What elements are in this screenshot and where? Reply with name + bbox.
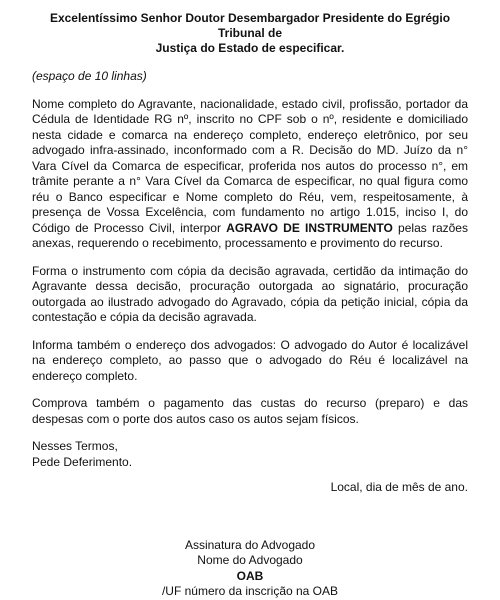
- oab-registration: [32, 569, 468, 600]
- title-line-2: Justiça do Estado de especificar.: [155, 41, 345, 55]
- oab-label: OAB: [236, 568, 264, 583]
- paragraph-petition: [32, 97, 468, 252]
- paragraph-lawyers-address: Informa também o endereço dos advogados: O advogado do Autor é localizável na endereço completo, ao passo que o advogado do Réu é localizável na endereço completo.: [32, 337, 468, 383]
- paragraph-payment: Comprova também o pagamento das custas do recurso (preparo) e das despesas com o porte dos autos caso os autos sejam físicos.: [32, 396, 468, 426]
- spacing-note: (espaço de 10 linhas): [32, 69, 147, 83]
- paragraph-instrument: Forma o instrumento com cópia da decisão agravada, certidão da intimação do Agravante dessa decisão, procuração outorgada ao signatário, procuração outorgada ao ilustrado advogado do Agravado, cópia da petição inicial, cópia da contestação e cópia da decisão agravada.: [32, 263, 468, 324]
- petition-text-before: Nome completo do Agravante, nacionalidade, estado civil, profissão, portador da Cédula de Identidade RG nº, inscrito no CPF sob o nº, residente e domiciliado nesta cidade e comarca na endereço completo, endereço eletrônico, por seu advogado infra-assinado, inconformado com a R. Decisão do MD. Juízo da n° Vara Cível da Comarca de especificar, proferida nos autos do processo n°, em trâmite perante a n° Vara Cível da Comarca de especificar, no qual figura como réu o Banco especificar e Nome completo do Réu, vem, respeitosamente, à presença de Vossa Excelência, com fundamento no artigo 1.015, inciso I, do Código de Processo Civil, interpor: [32, 96, 468, 235]
- signature-block: [32, 538, 468, 600]
- document-title: [32, 11, 468, 56]
- petition-appeal-type: AGRAVO DE INSTRUMENTO: [226, 220, 393, 235]
- lawyer-name: Nome do Advogado: [197, 553, 303, 567]
- closing: [32, 439, 468, 470]
- oab-number: /UF número da inscrição na OAB: [161, 584, 339, 598]
- signature-line: Assinatura do Advogado: [184, 537, 316, 552]
- closing-line-2: Pede Deferimento.: [32, 454, 133, 469]
- place-date: Local, dia de mês de ano.: [330, 480, 468, 494]
- petition-text-after: pelas razões anexas, requerendo o recebimento, processamento e provimento do recurso.: [32, 220, 468, 250]
- closing-line-1: Nesses Termos,: [32, 439, 118, 453]
- title-line-1: Excelentíssimo Senhor Doutor Desembargador Presidente do Egrégio Tribunal de: [49, 11, 451, 40]
